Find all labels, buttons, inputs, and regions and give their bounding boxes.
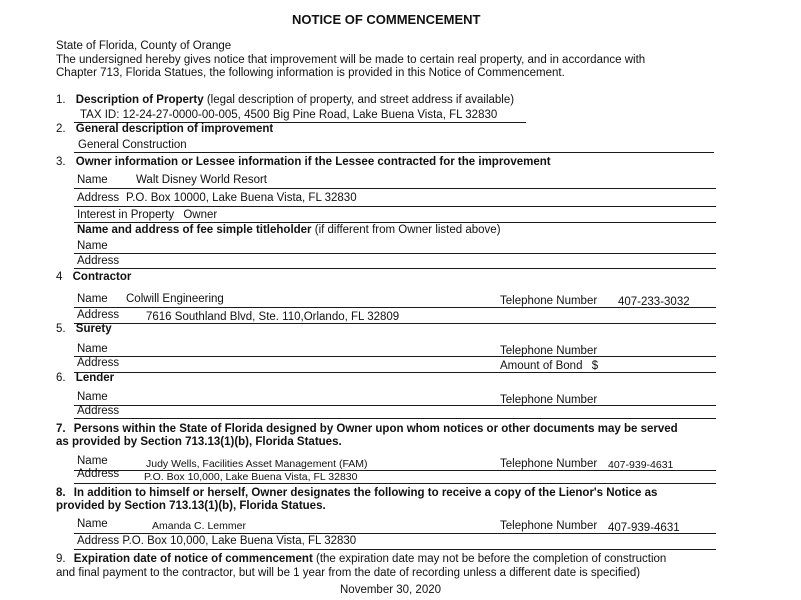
- bond-value: $: [591, 360, 599, 372]
- lender-address-label: Address: [77, 405, 120, 417]
- owner-address-label: Address: [77, 192, 120, 204]
- fee-holder-note: (if different from Owner listed above): [314, 224, 501, 236]
- agent-name-value: Judy Wells, Facilities Asset Management (FAM): [146, 458, 368, 470]
- contractor-name-value: Colwill Engineering: [126, 293, 224, 305]
- section-5-number: 5.: [56, 323, 66, 335]
- lender-address-line: [74, 418, 716, 419]
- section-5-heading: Surety: [75, 323, 112, 335]
- section-7-number: 7.: [56, 423, 66, 435]
- lienor-notice-address-line: [74, 549, 716, 550]
- section-3-heading: Owner information or Lessee information if the Lessee contracted for the improvement: [75, 156, 551, 168]
- contractor-address-line: [74, 323, 716, 324]
- section-7-line-1: [56, 423, 678, 436]
- agent-name-label: Name: [77, 455, 108, 467]
- section-4-heading-row: [56, 271, 131, 284]
- section-9-heading: Expiration date of notice of commencement: [73, 553, 313, 565]
- agent-address-label: Address: [77, 468, 120, 480]
- lienor-notice-address-row: [77, 535, 356, 548]
- property-description-value: TAX ID: 12-24-27-0000-00-005, 4500 Big Pine Road, Lake Buena Vista, FL 32830: [80, 109, 498, 121]
- lender-name-label: Name: [77, 391, 108, 403]
- lienor-notice-name-line: [74, 533, 716, 534]
- improvement-description-line: [74, 152, 714, 153]
- section-6-number: 6.: [56, 372, 66, 384]
- owner-name-line: [74, 188, 716, 189]
- owner-interest-line: [74, 222, 716, 223]
- intro-line-2: Chapter 713, Florida Statues, the following information is provided in this Notice of Commencement.: [56, 67, 565, 79]
- agent-phone-label: Telephone Number: [500, 458, 598, 470]
- section-2-heading: General description of improvement: [75, 123, 274, 135]
- section-3-heading-row: [56, 156, 551, 169]
- owner-address-line: [74, 206, 716, 207]
- section-4-number: 4: [56, 271, 63, 283]
- owner-interest-row: [77, 209, 217, 222]
- section-1-heading-row: [56, 94, 514, 107]
- surety-name-label: Name: [77, 343, 108, 355]
- section-9-text-1: (the expiration date may not be before the completion of construction: [315, 553, 667, 565]
- surety-address-line: [74, 372, 716, 373]
- section-8-number: 8.: [56, 487, 66, 499]
- section-9-line-1: [56, 553, 666, 566]
- contractor-name-label: Name: [77, 293, 108, 305]
- surety-name-line: [74, 356, 716, 357]
- agent-phone-value: 407-939-4631: [608, 459, 674, 471]
- lender-phone-label: Telephone Number: [500, 394, 598, 406]
- bond-label: Amount of Bond: [500, 360, 583, 372]
- section-9-line-2: and final payment to the contractor, but will be 1 year from the date of recording unless a different date is specified): [56, 567, 641, 579]
- fee-holder-name-label: Name: [77, 240, 108, 252]
- surety-address-label: Address: [77, 357, 120, 369]
- agent-address-line: [74, 483, 716, 484]
- section-7-text-1: Persons within the State of Florida designed by Owner upon whom notices or other documents may be served: [73, 423, 678, 435]
- surety-phone-label: Telephone Number: [500, 345, 598, 357]
- contractor-address-value: 7616 Southland Blvd, Ste. 110,Orlando, FL 32809: [146, 311, 400, 323]
- lienor-notice-phone-value: 407-939-4631: [608, 522, 680, 534]
- lienor-notice-phone-label: Telephone Number: [500, 520, 598, 532]
- section-7-line-2: as provided by Section 713.13(1)(b), Florida Statues.: [56, 436, 342, 448]
- section-3-number: 3.: [56, 156, 66, 168]
- section-5-heading-row: [56, 323, 112, 336]
- section-8-line-1: [56, 487, 657, 500]
- expiration-date: November 30, 2020: [340, 584, 442, 596]
- section-1-heading: Description of Property: [75, 94, 204, 106]
- lienor-notice-name-value: Amanda C. Lemmer: [152, 520, 246, 532]
- lienor-notice-address-value: P.O. Box 10,000, Lake Buena Vista, FL 32830: [122, 535, 357, 547]
- section-1-number: 1.: [56, 94, 66, 106]
- lienor-notice-address-label: Address: [77, 535, 120, 547]
- owner-name-value: Walt Disney World Resort: [136, 174, 268, 186]
- contractor-phone-label: Telephone Number: [500, 295, 598, 307]
- section-1-note: (legal description of property, and street address if available): [206, 94, 515, 106]
- owner-name-label: Name: [77, 174, 108, 186]
- owner-address-value: P.O. Box 10000, Lake Buena Vista, FL 32830: [126, 192, 357, 204]
- fee-holder-name-line: [74, 253, 716, 254]
- section-6-heading: Lender: [75, 372, 115, 384]
- fee-holder-heading-row: [77, 224, 501, 237]
- contractor-phone-value: 407-233-3032: [618, 296, 690, 308]
- section-8-line-2: provided by Section 713.13(1)(b), Florida Statues.: [56, 500, 326, 512]
- intro-line-1: The undersigned hereby gives notice that improvement will be made to certain real property, and in accordance with: [56, 54, 646, 66]
- lienor-notice-name-label: Name: [77, 518, 108, 530]
- interest-label: Interest in Property: [77, 209, 175, 221]
- contractor-address-label: Address: [77, 309, 120, 321]
- fee-holder-address-line: [74, 268, 716, 269]
- improvement-description-value: General Construction: [78, 139, 187, 151]
- section-2-heading-row: [56, 123, 273, 136]
- section-9-number: 9.: [56, 553, 66, 565]
- fee-holder-address-label: Address: [77, 255, 120, 267]
- contractor-name-line: [74, 307, 716, 308]
- section-4-heading: Contractor: [72, 271, 132, 283]
- fee-holder-heading: Name and address of fee simple titleholder: [77, 224, 312, 236]
- section-6-heading-row: [56, 372, 114, 385]
- agent-address-value: P.O. Box 10,000, Lake Buena Vista, FL 32830: [144, 471, 358, 483]
- document-title: NOTICE OF COMMENCEMENT: [292, 12, 481, 27]
- interest-value: Owner: [183, 209, 218, 221]
- section-2-number: 2.: [56, 123, 66, 135]
- section-8-text-1: In addition to himself or herself, Owner designates the following to receive a copy of the Lienor's Notice as: [73, 487, 658, 499]
- lender-name-line: [74, 405, 716, 406]
- state-county-line: State of Florida, County of Orange: [56, 40, 232, 52]
